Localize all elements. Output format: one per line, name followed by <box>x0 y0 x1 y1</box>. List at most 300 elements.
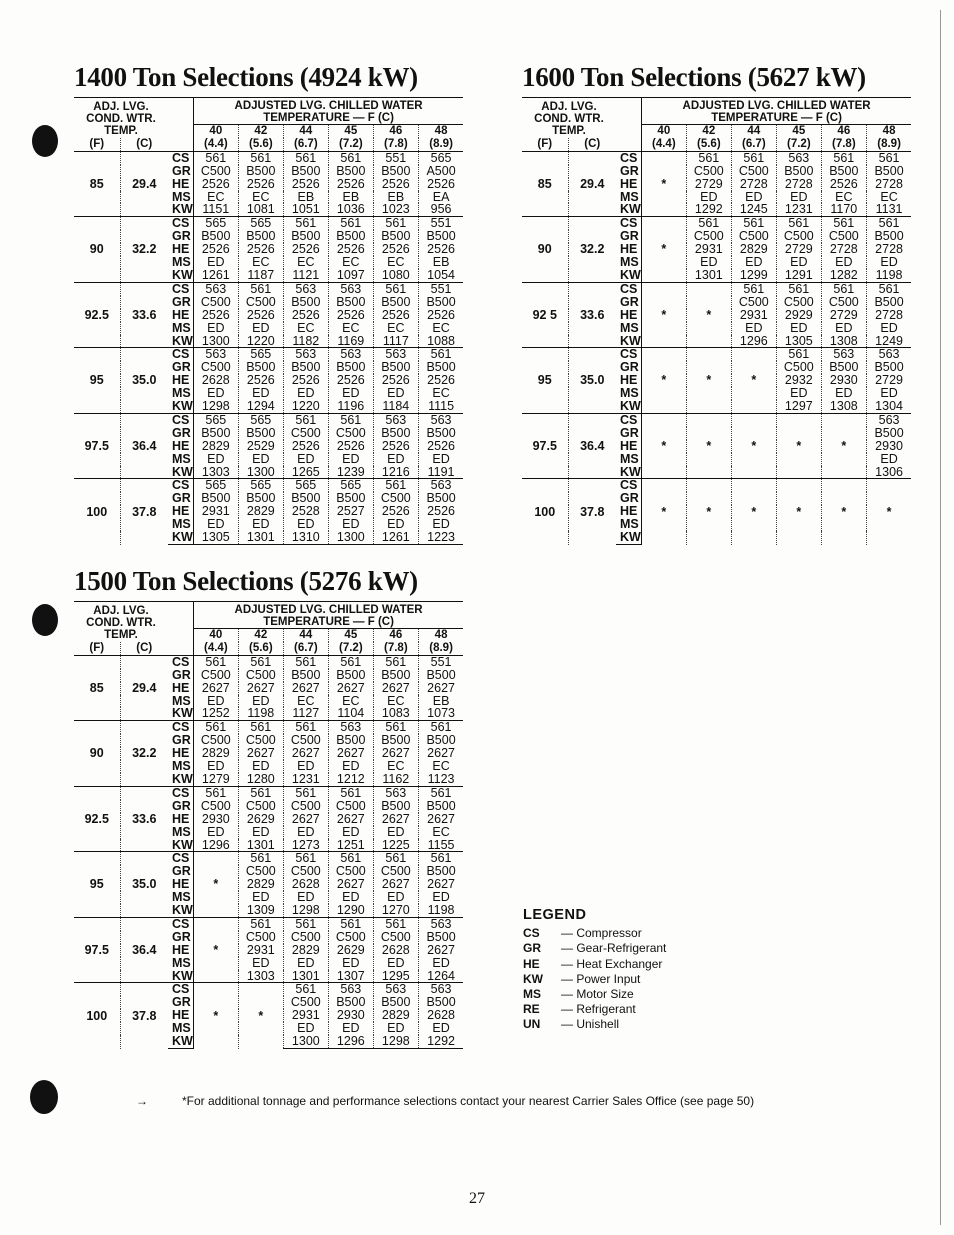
cell-value: 2627 <box>418 944 463 957</box>
unit-c-label: (C) <box>120 642 168 655</box>
cell-value: C500 <box>238 800 283 813</box>
cell-value: 2629 <box>328 944 373 957</box>
cell-value: EC <box>418 322 463 335</box>
unit-c-label: (C) <box>568 138 616 151</box>
cell-value: B500 <box>328 492 373 505</box>
cell-value: ED <box>238 826 283 839</box>
cell-value: 2627 <box>328 682 373 695</box>
row-code: KW <box>172 333 193 348</box>
cell-value: 2627 <box>418 878 463 891</box>
not-available-marker: * <box>686 348 731 414</box>
cell-value: 2829 <box>193 747 238 760</box>
not-available-marker: * <box>731 413 776 479</box>
cell-value: B500 <box>238 427 283 440</box>
cell-value: 561 <box>866 282 911 295</box>
table-row <box>74 282 463 295</box>
row-code: MS <box>172 451 191 466</box>
cond-temp-c: 33.6 <box>120 282 168 348</box>
cell-value: B500 <box>418 230 463 243</box>
adj-lvg-cond-line: TEMP. <box>104 628 138 641</box>
cell-value: C500 <box>283 931 328 944</box>
cell-value: 561 <box>328 917 373 930</box>
cell-value: 1300 <box>328 531 373 544</box>
cond-temp-f: 90 <box>74 721 120 787</box>
cell-value: EB <box>283 191 328 204</box>
cell-value: C500 <box>731 165 776 178</box>
cell-value: 2728 <box>866 309 911 322</box>
cell-value: 2526 <box>418 505 463 518</box>
cell-value: 2526 <box>373 309 418 322</box>
cell-value: 2526 <box>283 243 328 256</box>
cell-value: B500 <box>193 427 238 440</box>
cond-temp-f: 85 <box>74 151 120 217</box>
cell-value: B500 <box>866 165 911 178</box>
cell-value: 2930 <box>821 374 866 387</box>
cond-temp-f: 97.5 <box>74 413 120 479</box>
cond-temp-f: 92.5 <box>74 786 120 852</box>
cell-value: 1301 <box>283 970 328 983</box>
row-code: CS <box>168 983 193 996</box>
cell-value: ED <box>283 826 328 839</box>
cell-value: 561 <box>776 282 821 295</box>
cell-value: EC <box>193 191 238 204</box>
cell-value: 1299 <box>731 269 776 282</box>
row-code: CS <box>168 721 193 734</box>
cell-value: 1298 <box>193 400 238 413</box>
cell-value: C500 <box>328 800 373 813</box>
cell-value: 561 <box>866 217 911 230</box>
cell-value: 2628 <box>373 944 418 957</box>
cell-value: ED <box>238 695 283 708</box>
cell-value: 1273 <box>283 839 328 852</box>
cell-value: EC <box>283 256 328 269</box>
row-code: GR <box>172 360 191 375</box>
cell-value: EC <box>418 387 463 400</box>
row-code: HE <box>172 373 190 388</box>
cell-value: ED <box>686 256 731 269</box>
cell-value: 2628 <box>283 878 328 891</box>
cell-value: 561 <box>283 151 328 164</box>
cell-value: 1198 <box>866 269 911 282</box>
cell-value: 565 <box>238 413 283 426</box>
cell-value: 2526 <box>373 243 418 256</box>
cell-value: 561 <box>283 655 328 668</box>
table-row <box>522 151 911 164</box>
row-code: GR <box>620 229 639 244</box>
cell-value: 551 <box>418 282 463 295</box>
cell-value: C500 <box>776 361 821 374</box>
cell-value: 1198 <box>418 904 463 917</box>
cell-value: 2728 <box>866 178 911 191</box>
table-title: 1400 Ton Selections (4924 kW) <box>74 62 418 92</box>
cell-value: B500 <box>418 865 463 878</box>
cell-value: 1081 <box>238 203 283 216</box>
cond-temp-f: 100 <box>522 479 568 545</box>
cell-value: 1304 <box>866 400 911 413</box>
not-available-marker: * <box>641 217 686 283</box>
legend-desc: — Refrigerant <box>561 1002 636 1017</box>
cell-value: 1252 <box>193 707 238 720</box>
adj-lvg-cond-label <box>74 602 168 642</box>
cell-value: 1307 <box>328 970 373 983</box>
cell-value: ED <box>866 387 911 400</box>
adj-lvg-cond-label <box>74 98 168 138</box>
row-code: KW <box>168 531 193 544</box>
cell-value: 1306 <box>866 466 911 479</box>
temp-c-label: (5.6) <box>238 138 283 151</box>
cell-value: 2931 <box>238 944 283 957</box>
cell-value: 1104 <box>328 707 373 720</box>
cell-value: EC <box>373 256 418 269</box>
cell-value: 561 <box>238 786 283 799</box>
cell-value: 561 <box>238 852 283 865</box>
cell-value: C500 <box>776 230 821 243</box>
cell-value: 565 <box>193 413 238 426</box>
temp-f-44: 44 <box>283 125 328 138</box>
cell-value: C500 <box>731 230 776 243</box>
cell-value: 561 <box>686 217 731 230</box>
cell-value: 2526 <box>821 178 866 191</box>
cell-value: 563 <box>821 348 866 361</box>
cell-value: 1251 <box>328 839 373 852</box>
row-code: HE <box>620 438 638 453</box>
not-available-marker: * <box>821 413 866 479</box>
cond-temp-f: 95 <box>74 348 120 414</box>
cell-value: 1279 <box>193 773 238 786</box>
table-row <box>74 983 463 996</box>
table-row <box>522 217 911 230</box>
table-row <box>74 413 463 426</box>
cell-value: 561 <box>283 917 328 930</box>
cell-value: 1310 <box>283 531 328 544</box>
cell-value: B500 <box>418 996 463 1009</box>
row-code: CS <box>616 413 641 426</box>
cell-value: 2829 <box>238 505 283 518</box>
cell-value: 565 <box>283 479 328 492</box>
cell-value: 561 <box>328 413 373 426</box>
cell-value: B500 <box>283 361 328 374</box>
cell-value: 561 <box>328 655 373 668</box>
cell-value: ED <box>328 518 373 531</box>
cell-value: 561 <box>731 217 776 230</box>
cell-value: ED <box>238 322 283 335</box>
cell-value: 2627 <box>373 813 418 826</box>
cell-value: B500 <box>418 931 463 944</box>
temp-f-48: 48 <box>418 125 463 138</box>
cell-value: B500 <box>373 669 418 682</box>
cell-value: 2627 <box>328 878 373 891</box>
cell-value: C500 <box>373 931 418 944</box>
cond-temp-f: 85 <box>74 655 120 721</box>
cell-value: B500 <box>821 361 866 374</box>
adj-lvg-cond-line: ADJ. LVG. <box>93 604 149 617</box>
row-code: GR <box>620 163 639 178</box>
unit-c-label: (C) <box>120 138 168 151</box>
cond-temp-c: 37.8 <box>120 983 168 1049</box>
cell-value: EC <box>821 191 866 204</box>
cell-value: ED <box>193 453 238 466</box>
cell-value: ED <box>373 891 418 904</box>
page-number: 27 <box>469 1190 485 1207</box>
row-code: CS <box>616 479 641 492</box>
cell-value: ED <box>328 387 373 400</box>
cell-value: ED <box>283 453 328 466</box>
cell-value: ED <box>373 826 418 839</box>
temp-f-46: 46 <box>373 629 418 642</box>
cell-value: ED <box>328 826 373 839</box>
cond-temp-c: 35.0 <box>120 348 168 414</box>
header-spacer <box>616 98 641 125</box>
cell-value: C500 <box>328 931 373 944</box>
cell-value: 2931 <box>193 505 238 518</box>
cell-value: ED <box>328 1022 373 1035</box>
table-title: 1500 Ton Selections (5276 kW) <box>74 566 418 596</box>
row-code: KW <box>172 706 193 721</box>
cell-value: 1216 <box>373 466 418 479</box>
cell-value: 1127 <box>283 707 328 720</box>
cell-value: 565 <box>193 217 238 230</box>
cell-value: C500 <box>283 996 328 1009</box>
cell-value: 561 <box>373 655 418 668</box>
cell-value: 561 <box>418 348 463 361</box>
cell-value: 1292 <box>686 203 731 216</box>
cell-value: 563 <box>866 348 911 361</box>
adj-lvg-cond-line: ADJ. LVG. <box>541 100 597 113</box>
legend-code: RE <box>523 1002 540 1017</box>
cell-value: EC <box>328 256 373 269</box>
cell-value: EC <box>866 191 911 204</box>
cell-value: 565 <box>238 217 283 230</box>
temp-c-label: (7.2) <box>776 138 821 151</box>
cell-value: B500 <box>328 165 373 178</box>
cell-value: 2526 <box>283 309 328 322</box>
cell-value: 561 <box>328 852 373 865</box>
cell-value: B500 <box>238 492 283 505</box>
temp-f-40: 40 <box>193 629 238 642</box>
temp-c-label: (8.9) <box>418 138 463 151</box>
cell-value: 2931 <box>686 243 731 256</box>
cell-value: B500 <box>283 230 328 243</box>
cond-temp-c: 36.4 <box>120 413 168 479</box>
cell-value: B500 <box>418 492 463 505</box>
cell-value: 565 <box>193 479 238 492</box>
temp-c-label: (8.9) <box>418 642 463 655</box>
temp-f-40: 40 <box>193 125 238 138</box>
temp-c-label: (4.4) <box>193 642 238 655</box>
cell-value: ED <box>686 191 731 204</box>
cell-value: ED <box>193 826 238 839</box>
adjusted-chilled-label <box>193 98 463 125</box>
cell-value: C500 <box>776 296 821 309</box>
temp-f-46: 46 <box>821 125 866 138</box>
cell-value: B500 <box>238 361 283 374</box>
temp-f-45: 45 <box>328 125 373 138</box>
temp-f-48: 48 <box>418 629 463 642</box>
cell-value: 2829 <box>283 944 328 957</box>
cell-value: B500 <box>283 296 328 309</box>
row-code: HE <box>620 307 638 322</box>
cell-value: 1117 <box>373 335 418 348</box>
cell-value: 1297 <box>776 400 821 413</box>
cell-value: 1261 <box>373 531 418 544</box>
row-code: MS <box>172 890 191 905</box>
adjusted-chilled-label <box>193 602 463 629</box>
row-code: KW <box>172 968 193 983</box>
cell-value: 1131 <box>866 203 911 216</box>
row-code: KW <box>620 464 641 479</box>
row-code: CS <box>168 786 193 799</box>
row-code: HE <box>172 942 190 957</box>
cell-value: B500 <box>283 669 328 682</box>
cell-value: 561 <box>776 348 821 361</box>
cell-value: 1220 <box>238 335 283 348</box>
cell-value: 1265 <box>283 466 328 479</box>
cell-value: 2829 <box>731 243 776 256</box>
cond-temp-c: 32.2 <box>120 217 168 283</box>
legend-desc: — Compressor <box>561 926 642 941</box>
cell-value: 563 <box>283 348 328 361</box>
cond-temp-c: 33.6 <box>120 786 168 852</box>
cell-value: 2931 <box>731 309 776 322</box>
cond-temp-c: 32.2 <box>568 217 616 283</box>
cell-value: 563 <box>418 917 463 930</box>
cell-value: 561 <box>193 151 238 164</box>
cell-value: 563 <box>328 282 373 295</box>
legend-code: CS <box>523 926 540 941</box>
cell-value: EB <box>373 191 418 204</box>
cell-value: EC <box>283 695 328 708</box>
adjusted-chilled-line: TEMPERATURE — F (C) <box>711 112 842 124</box>
cell-value: 561 <box>418 852 463 865</box>
legend-items <box>523 926 666 1032</box>
not-available-marker: * <box>641 151 686 217</box>
cell-value: 1292 <box>418 1035 463 1048</box>
row-code: MS <box>172 255 191 270</box>
cell-value: 2526 <box>238 243 283 256</box>
row-code: MS <box>620 517 639 532</box>
cell-value: C500 <box>731 296 776 309</box>
adj-lvg-cond-line: ADJ. LVG. <box>93 100 149 113</box>
cell-value: 2529 <box>238 440 283 453</box>
cell-value: ED <box>821 256 866 269</box>
cell-value: 1169 <box>328 335 373 348</box>
cell-value: 2526 <box>418 178 463 191</box>
cell-value: 2526 <box>373 505 418 518</box>
cell-value: C500 <box>238 865 283 878</box>
row-code: GR <box>172 163 191 178</box>
row-code: KW <box>172 267 193 282</box>
header-row <box>74 602 463 629</box>
cell-value: 561 <box>283 217 328 230</box>
cell-value: C500 <box>283 734 328 747</box>
cond-temp-f: 90 <box>522 217 568 283</box>
adjusted-chilled-line: ADJUSTED LVG. CHILLED WATER <box>234 100 423 112</box>
cell-value: 2526 <box>418 243 463 256</box>
table-row <box>74 655 463 668</box>
cell-value: 561 <box>283 983 328 996</box>
cell-value: 1155 <box>418 839 463 852</box>
cell-value: 563 <box>328 721 373 734</box>
punch-hole <box>32 125 58 157</box>
cell-value: 2526 <box>238 178 283 191</box>
not-available-marker: * <box>641 479 686 545</box>
row-code: GR <box>172 995 191 1010</box>
header-row <box>74 98 463 125</box>
temp-c-label: (6.7) <box>731 138 776 151</box>
cell-value: 1298 <box>373 1035 418 1048</box>
cell-value: ED <box>418 891 463 904</box>
row-code: MS <box>172 955 191 970</box>
table-row <box>522 348 911 361</box>
cell-value: EC <box>328 322 373 335</box>
row-code: HE <box>620 504 638 519</box>
row-code: HE <box>172 680 190 695</box>
cell-value: ED <box>283 518 328 531</box>
cell-value: C500 <box>283 427 328 440</box>
arrow-icon: → <box>136 1094 148 1108</box>
cell-value: 563 <box>373 983 418 996</box>
cell-value: 561 <box>821 217 866 230</box>
cond-temp-f: 100 <box>74 983 120 1049</box>
cell-value: ED <box>866 453 911 466</box>
cell-value: 563 <box>776 151 821 164</box>
legend-item <box>523 972 666 987</box>
cell-value: 561 <box>238 917 283 930</box>
cell-value: 1088 <box>418 335 463 348</box>
row-code: MS <box>172 759 191 774</box>
selection-table <box>74 601 463 1049</box>
row-code: CS <box>168 217 193 230</box>
table-row <box>74 151 463 164</box>
row-code: MS <box>172 1021 191 1036</box>
adj-lvg-cond-line: TEMP. <box>104 124 138 137</box>
cell-value: 956 <box>418 203 463 216</box>
cell-value: 1282 <box>821 269 866 282</box>
cell-value: B500 <box>328 669 373 682</box>
page-edge <box>940 10 941 1225</box>
legend-code: GR <box>523 941 541 956</box>
cell-value: 2729 <box>866 374 911 387</box>
cell-value: 1308 <box>821 400 866 413</box>
cell-value: 1296 <box>731 335 776 348</box>
cell-value: 565 <box>238 479 283 492</box>
table-row <box>74 786 463 799</box>
cond-temp-c: 32.2 <box>120 721 168 787</box>
cell-value: B500 <box>373 296 418 309</box>
row-code: KW <box>172 464 193 479</box>
cond-temp-f: 95 <box>522 348 568 414</box>
cond-temp-f: 92.5 <box>74 282 120 348</box>
row-code: GR <box>172 229 191 244</box>
cell-value: 2526 <box>283 440 328 453</box>
cell-value: C500 <box>193 165 238 178</box>
legend-desc: — Motor Size <box>561 987 634 1002</box>
cell-value: 561 <box>328 217 373 230</box>
not-available-marker: * <box>641 413 686 479</box>
cell-value: 2627 <box>283 813 328 826</box>
row-code: MS <box>620 451 639 466</box>
table-row <box>522 479 911 492</box>
not-available-marker: * <box>193 983 238 1049</box>
cell-value: EC <box>418 760 463 773</box>
cond-temp-f: 97.5 <box>522 413 568 479</box>
cell-value: ED <box>193 695 238 708</box>
adj-lvg-cond-line: TEMP. <box>552 124 586 137</box>
cell-value: C500 <box>686 230 731 243</box>
cell-value: B500 <box>328 230 373 243</box>
row-code: CS <box>616 282 641 295</box>
cell-value: 2829 <box>193 440 238 453</box>
